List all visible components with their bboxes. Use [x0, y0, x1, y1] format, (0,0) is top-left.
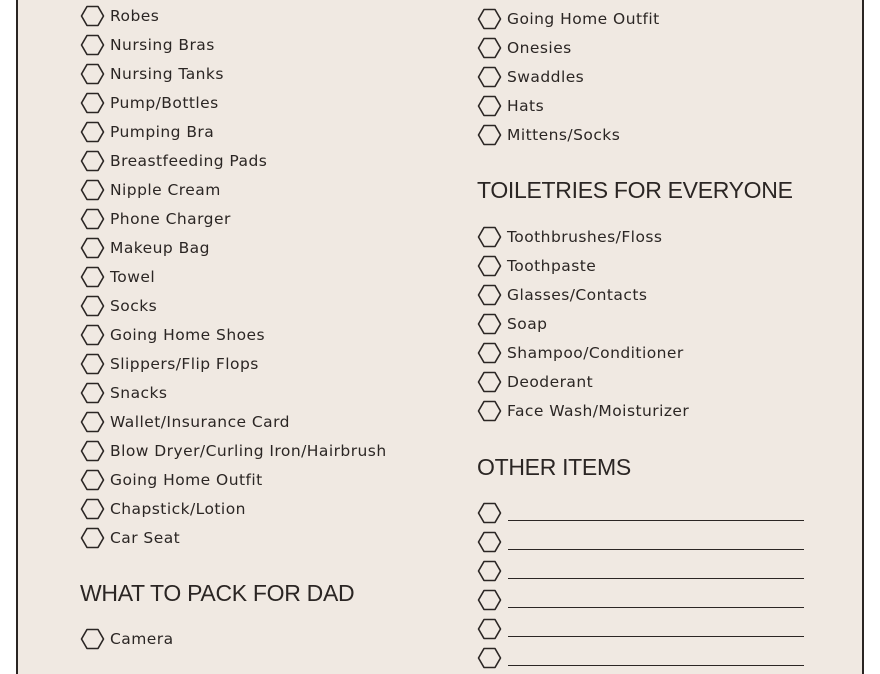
checklist-item-label: Swaddles	[507, 68, 585, 86]
checklist-item-label: Shampoo/Conditioner	[507, 344, 684, 362]
hexagon-checkbox-icon[interactable]	[477, 66, 502, 88]
hexagon-checkbox-icon[interactable]	[477, 313, 502, 335]
checklist-item-label: Toothpaste	[507, 257, 597, 275]
hexagon-checkbox-icon[interactable]	[80, 295, 105, 317]
checklist-item[interactable]	[477, 340, 684, 366]
hexagon-checkbox-icon[interactable]	[80, 150, 105, 172]
hexagon-checkbox-icon[interactable]	[80, 527, 105, 549]
checklist-item[interactable]	[477, 311, 547, 337]
checklist-item[interactable]	[80, 206, 231, 232]
hexagon-checkbox-icon[interactable]	[80, 440, 105, 462]
checklist-item-label: Going Home Outfit	[507, 10, 660, 28]
hexagon-checkbox-icon[interactable]	[80, 208, 105, 230]
checklist-item-label: Toothbrushes/Floss	[507, 228, 663, 246]
hexagon-checkbox-icon[interactable]	[477, 95, 502, 117]
checklist-item-label: Going Home Outfit	[110, 471, 263, 489]
checklist-item-label: Deoderant	[507, 373, 594, 391]
write-in-line[interactable]	[508, 636, 804, 637]
write-in-line[interactable]	[508, 607, 804, 608]
checklist-item-label: Robes	[110, 7, 160, 25]
checklist-item[interactable]	[477, 369, 593, 395]
checklist-item-label: Camera	[110, 630, 174, 648]
checklist-item[interactable]	[477, 224, 662, 250]
hexagon-checkbox-icon[interactable]	[80, 266, 105, 288]
blank-checklist-item[interactable]	[477, 616, 804, 642]
hexagon-checkbox-icon[interactable]	[477, 255, 502, 277]
hexagon-checkbox-icon[interactable]	[477, 371, 502, 393]
write-in-line[interactable]	[508, 578, 804, 579]
checklist-item-label: Breastfeeding Pads	[110, 152, 268, 170]
hexagon-checkbox-icon[interactable]	[477, 647, 502, 669]
checklist-item[interactable]	[80, 235, 210, 261]
hexagon-checkbox-icon[interactable]	[80, 353, 105, 375]
hexagon-checkbox-icon[interactable]	[477, 589, 502, 611]
checklist-item[interactable]	[477, 122, 620, 148]
checklist-item-label: Going Home Shoes	[110, 326, 266, 344]
checklist-item[interactable]	[80, 293, 157, 319]
checklist-item[interactable]	[477, 93, 544, 119]
hexagon-checkbox-icon[interactable]	[477, 618, 502, 640]
checklist-sheet	[16, 0, 864, 674]
checklist-item-label: Car Seat	[110, 529, 181, 547]
blank-checklist-item[interactable]	[477, 529, 804, 555]
other-items-heading: OTHER ITEMS	[477, 454, 631, 480]
hexagon-checkbox-icon[interactable]	[80, 121, 105, 143]
checklist-item-label: Onesies	[507, 39, 572, 57]
write-in-line[interactable]	[508, 520, 804, 521]
checklist-item[interactable]	[80, 438, 387, 464]
blank-checklist-item[interactable]	[477, 587, 804, 613]
hexagon-checkbox-icon[interactable]	[477, 502, 502, 524]
hexagon-checkbox-icon[interactable]	[477, 226, 502, 248]
checklist-item-label: Phone Charger	[110, 210, 231, 228]
checklist-item[interactable]	[80, 148, 267, 174]
hexagon-checkbox-icon[interactable]	[477, 37, 502, 59]
checklist-item-label: Soap	[507, 315, 548, 333]
hexagon-checkbox-icon[interactable]	[477, 8, 502, 30]
checklist-item[interactable]	[80, 467, 263, 493]
checklist-item-label: Nipple Cream	[110, 181, 221, 199]
checklist-item[interactable]	[80, 496, 246, 522]
checklist-item[interactable]	[80, 177, 221, 203]
hexagon-checkbox-icon[interactable]	[477, 560, 502, 582]
checklist-item-label: Nursing Bras	[110, 36, 215, 54]
checklist-item[interactable]	[477, 64, 584, 90]
hexagon-checkbox-icon[interactable]	[80, 498, 105, 520]
hexagon-checkbox-icon[interactable]	[80, 179, 105, 201]
checklist-item[interactable]	[80, 626, 174, 652]
hexagon-checkbox-icon[interactable]	[477, 284, 502, 306]
hexagon-checkbox-icon[interactable]	[477, 531, 502, 553]
hexagon-checkbox-icon[interactable]	[80, 324, 105, 346]
write-in-line[interactable]	[508, 665, 804, 666]
checklist-item-label: Makeup Bag	[110, 239, 210, 257]
hexagon-checkbox-icon[interactable]	[80, 92, 105, 114]
checklist-item[interactable]	[80, 351, 259, 377]
checklist-item[interactable]	[80, 409, 290, 435]
checklist-item[interactable]	[477, 398, 689, 424]
checklist-item-label: Wallet/Insurance Card	[110, 413, 290, 431]
checklist-item[interactable]	[477, 282, 647, 308]
checklist-item[interactable]	[80, 90, 219, 116]
checklist-item-label: Snacks	[110, 384, 168, 402]
hexagon-checkbox-icon[interactable]	[80, 34, 105, 56]
checklist-item-label: Face Wash/Moisturizer	[507, 402, 690, 420]
checklist-item[interactable]	[80, 380, 167, 406]
checklist-item-label: Pump/Bottles	[110, 94, 219, 112]
checklist-item-label: Mittens/Socks	[507, 126, 621, 144]
checklist-item[interactable]	[80, 119, 214, 145]
checklist-item[interactable]	[477, 253, 596, 279]
checklist-item-label: Chapstick/Lotion	[110, 500, 246, 518]
checklist-item-label: Nursing Tanks	[110, 65, 224, 83]
hexagon-checkbox-icon[interactable]	[80, 411, 105, 433]
hexagon-checkbox-icon[interactable]	[80, 469, 105, 491]
checklist-item-label: Slippers/Flip Flops	[110, 355, 259, 373]
write-in-line[interactable]	[508, 549, 804, 550]
checklist-item-label: Blow Dryer/Curling Iron/Hairbrush	[110, 442, 387, 460]
hexagon-checkbox-icon[interactable]	[477, 124, 502, 146]
checklist-item-label: Towel	[110, 268, 156, 286]
checklist-item[interactable]	[80, 3, 159, 29]
hexagon-checkbox-icon[interactable]	[80, 63, 105, 85]
hexagon-checkbox-icon[interactable]	[477, 400, 502, 422]
checklist-item-label: Pumping Bra	[110, 123, 215, 141]
checklist-item[interactable]	[477, 35, 572, 61]
blank-checklist-item[interactable]	[477, 645, 804, 671]
hexagon-checkbox-icon[interactable]	[80, 382, 105, 404]
hexagon-checkbox-icon[interactable]	[80, 628, 105, 650]
checklist-item[interactable]	[80, 525, 180, 551]
checklist-item[interactable]	[80, 322, 265, 348]
hexagon-checkbox-icon[interactable]	[80, 237, 105, 259]
toiletries-heading: TOILETRIES FOR EVERYONE	[477, 177, 793, 203]
checklist-item-label: Hats	[507, 97, 545, 115]
checklist-item[interactable]	[80, 61, 224, 87]
dad-heading: WHAT TO PACK FOR DAD	[80, 580, 355, 606]
checklist-item-label: Socks	[110, 297, 158, 315]
blank-checklist-item[interactable]	[477, 500, 804, 526]
hexagon-checkbox-icon[interactable]	[80, 5, 105, 27]
blank-checklist-item[interactable]	[477, 558, 804, 584]
checklist-item-label: Glasses/Contacts	[507, 286, 648, 304]
hexagon-checkbox-icon[interactable]	[477, 342, 502, 364]
checklist-item[interactable]	[80, 32, 215, 58]
checklist-item[interactable]	[477, 6, 660, 32]
checklist-item[interactable]	[80, 264, 155, 290]
